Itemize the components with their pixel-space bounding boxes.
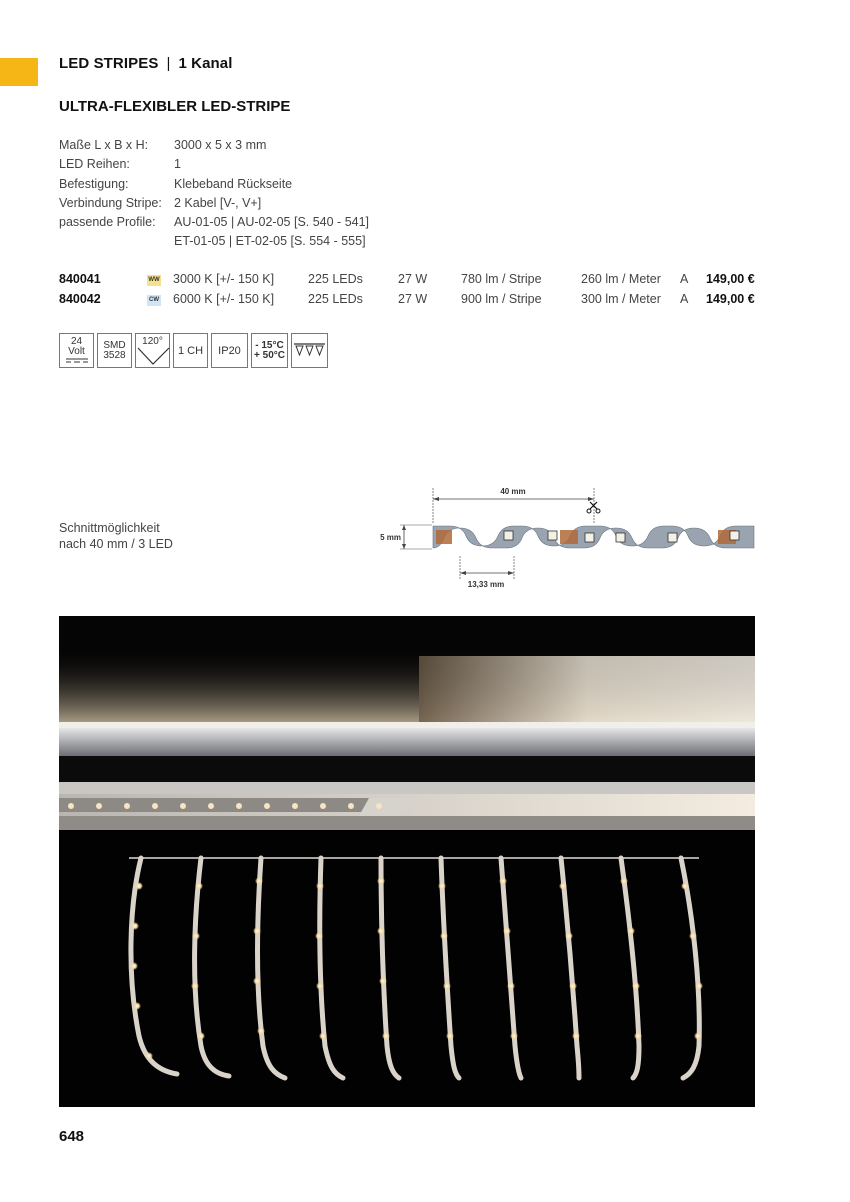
- led-strip-photo: [59, 616, 755, 1107]
- lumen-per-meter: 300 lm / Meter: [581, 292, 661, 306]
- section-title: LED STRIPES: [59, 55, 159, 72]
- energy-class: A: [680, 292, 689, 306]
- spec-list: [59, 136, 369, 252]
- feature-icons: [59, 333, 328, 368]
- spec-row: [59, 155, 369, 174]
- pitch-label: 13,33 mm: [467, 580, 505, 589]
- section-header: [59, 55, 233, 72]
- article-number: 840042: [59, 292, 101, 306]
- lumen-per-stripe: 780 lm / Stripe: [461, 272, 542, 286]
- smd-icon: [97, 333, 132, 368]
- temp-min: - 15°C: [255, 339, 284, 351]
- voltage-icon: [59, 333, 94, 368]
- spec-value: Klebeband Rückseite: [174, 176, 293, 191]
- product-photo: [59, 616, 755, 1107]
- product-title: ULTRA-FLEXIBLER LED-STRIPE: [59, 98, 291, 115]
- scissors-icon: [587, 502, 600, 513]
- spec-value: 1: [174, 157, 181, 172]
- smd-type: 3528: [103, 349, 126, 361]
- cut-info-line: Schnittmöglichkeit: [59, 521, 160, 535]
- article-number: 840041: [59, 272, 101, 286]
- energy-class: A: [680, 272, 689, 286]
- spec-value: ET-01-05 | ET-02-05 [S. 554 - 555]: [174, 234, 366, 249]
- mounting-surface-icon: [291, 333, 328, 368]
- spec-label: Befestigung:: [59, 176, 129, 191]
- spec-label: Verbindung Stripe:: [59, 195, 162, 210]
- voltage-value: 24: [70, 336, 83, 347]
- price: 149,00 €: [706, 292, 755, 306]
- spec-row: [59, 136, 369, 155]
- section-subtitle: 1 Kanal: [178, 55, 233, 72]
- temp-max: + 50°C: [254, 349, 285, 361]
- channel-icon: [173, 333, 208, 368]
- height-label: 5 mm: [380, 533, 401, 542]
- spec-value: AU-01-05 | AU-02-05 [S. 540 - 541]: [174, 215, 370, 230]
- dc-symbol-icon: [65, 358, 89, 364]
- lumen-per-meter: 260 lm / Meter: [581, 272, 661, 286]
- spec-value: 2 Kabel [V-, V+]: [174, 195, 262, 210]
- led-strip-illustration: [433, 526, 754, 548]
- color-temperature: 3000 K [+/- 150 K]: [173, 272, 275, 286]
- spec-label: passende Profile:: [59, 215, 156, 230]
- angle-icon: [137, 346, 170, 366]
- ip-label: IP20: [218, 344, 241, 357]
- beam-angle-value: 120°: [142, 336, 163, 347]
- spec-value: 3000 x 5 x 3 mm: [174, 138, 267, 152]
- cut-diagram: [370, 480, 760, 595]
- spec-row: [59, 213, 369, 232]
- spec-label: LED Reihen:: [59, 157, 130, 172]
- cut-info-line: nach 40 mm / 3 LED: [59, 537, 173, 551]
- spec-label: [59, 232, 174, 251]
- smd-label: SMD: [103, 339, 126, 351]
- spec-label: Maße L x B x H:: [59, 138, 149, 152]
- channel-label: 1 CH: [177, 344, 204, 357]
- spec-row: [59, 175, 369, 194]
- lumen-per-stripe: 900 lm / Stripe: [461, 292, 542, 306]
- cut-info: [59, 520, 173, 552]
- cold-white-badge: CW: [147, 295, 161, 306]
- spec-row: [59, 232, 369, 251]
- spec-row: [59, 194, 369, 213]
- ip-rating-icon: [211, 333, 248, 368]
- length-label: 40 mm: [500, 487, 526, 496]
- color-temperature: 6000 K [+/- 150 K]: [173, 292, 275, 306]
- wattage: 27 W: [398, 292, 428, 306]
- header-separator: |: [166, 55, 171, 72]
- temperature-range-icon: [251, 333, 288, 368]
- warm-white-badge: WW: [147, 275, 161, 286]
- section-color-tab: [0, 58, 38, 86]
- price: 149,00 €: [706, 272, 755, 286]
- voltage-unit: Volt: [68, 346, 85, 357]
- led-count: 225 LEDs: [308, 272, 363, 286]
- triangles-icon: [293, 341, 326, 361]
- page-number: 648: [59, 1128, 85, 1145]
- wattage: 27 W: [398, 272, 428, 286]
- beam-angle-icon: [135, 333, 170, 368]
- led-count: 225 LEDs: [308, 292, 363, 306]
